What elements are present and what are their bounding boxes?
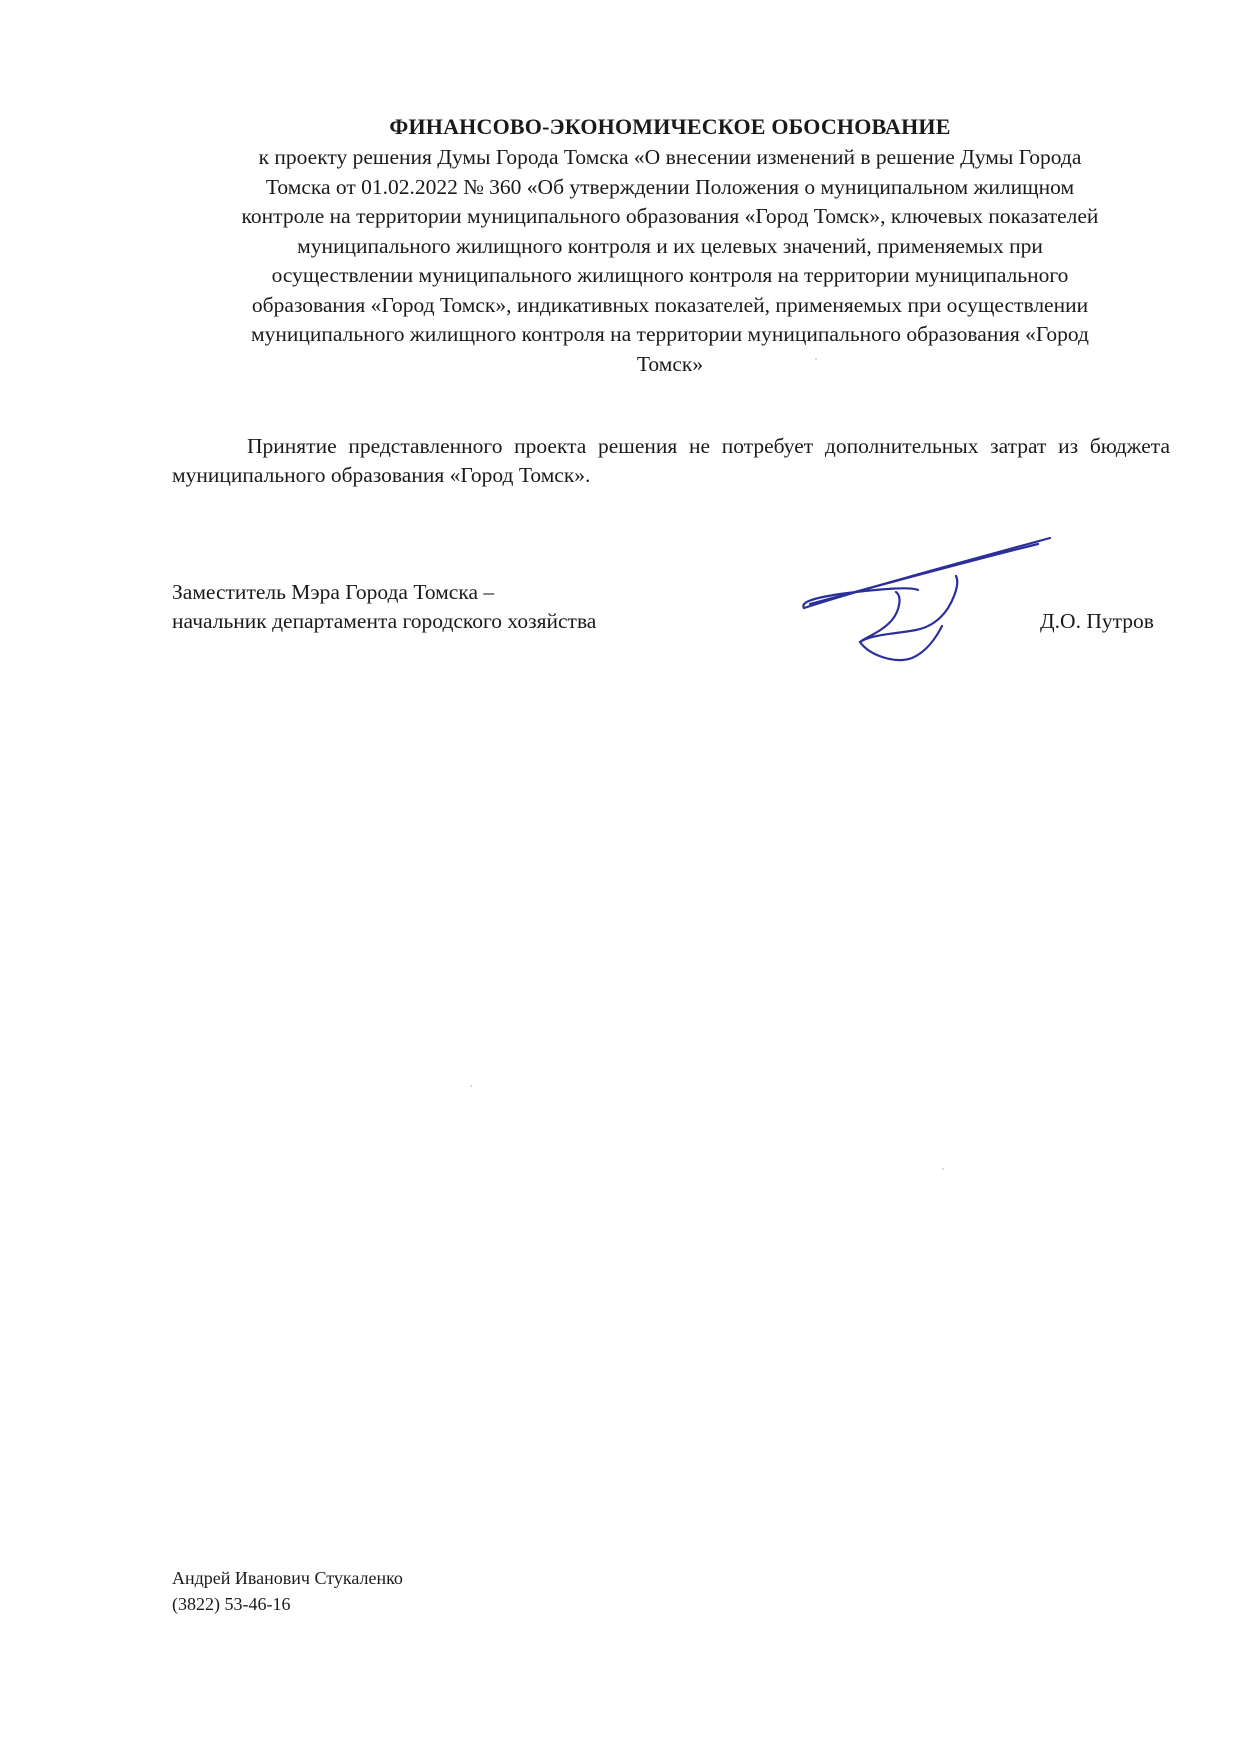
signer-position-line: Заместитель Мэра Города Томска –	[172, 580, 495, 604]
subtitle-line: Томска от 01.02.2022 № 360 «Об утверждении Положения о муниципальном жилищном	[265, 174, 1075, 199]
subtitle-line: муниципального жилищного контроля на территории муниципального образования «Город	[251, 322, 1089, 346]
document-title: ФИНАНСОВО-ЭКОНОМИЧЕСКОЕ ОБОСНОВАНИЕ	[389, 114, 951, 139]
subtitle-line: муниципального жилищного контроля и их целевых значений, применяемых при	[297, 233, 1043, 258]
scan-speck	[942, 1168, 944, 1170]
executor-name: Андрей Иванович Стукаленко	[172, 1568, 403, 1588]
subtitle-line: осуществлении муниципального жилищного контроля на территории муниципального	[271, 263, 1069, 287]
signer-name: Д.О. Путров	[1040, 609, 1154, 633]
scan-speck	[815, 358, 817, 360]
executor-phone: (3822) 53-46-16	[172, 1594, 291, 1614]
signer-position	[172, 578, 732, 636]
handwritten-signature	[800, 530, 1060, 670]
scan-speck	[470, 1085, 472, 1087]
signer-position-line: начальник департамента городского хозяйства	[172, 609, 597, 633]
subtitle-line: образования «Город Томск», индикативных показателей, применяемых при осуществлении	[251, 292, 1089, 317]
subtitle-line: контроле на территории муниципального образования «Город Томск», ключевых показателей	[241, 204, 1099, 228]
executor-info	[172, 1565, 403, 1617]
document-subtitle	[170, 143, 1170, 379]
subtitle-line: Томск»	[636, 351, 704, 376]
body-paragraph: Принятие представленного проекта решения не потребует дополнительных затрат из бюджета муниципального образования «Город Томск».	[172, 434, 1170, 487]
subtitle-line: к проекту решения Думы Города Томска «О внесении изменений в решение Думы Города	[258, 145, 1082, 169]
